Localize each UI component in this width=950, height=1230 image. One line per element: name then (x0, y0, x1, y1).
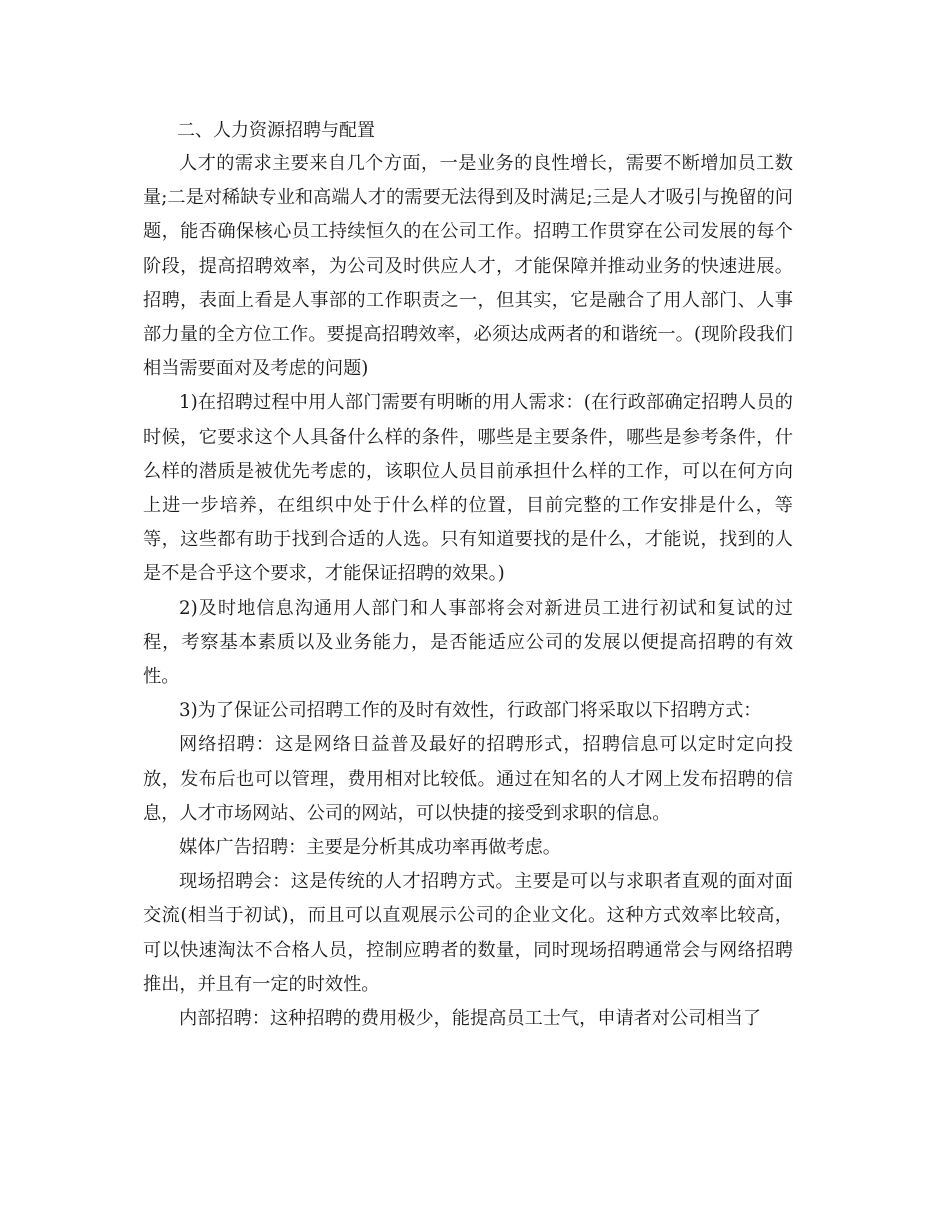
section-heading: 二、人力资源招聘与配置 (177, 120, 375, 141)
paragraph-point-1: 1)在招聘过程中用人部门需要有明晰的用人需求：(在行政部确定招聘人员的时候，它要求这个人具备什么样的条件，哪些是主要条件，哪些是参考条件，什么样的潜质是被优先考虑的，该职位人员目前承担什么样的工作，可以在何方向上进一步培养，在组织中处于什么样的位置，目前完整的工作安排是什么，等等，这些都有助于找到合适的人选。只有知道要找的是什么，才能说，找到的人是不是合乎这个要求，才能保证招聘的效果。) (143, 392, 793, 585)
paragraph-online-recruiting: 网络招聘：这是网络日益普及最好的招聘形式，招聘信息可以定时定向投放，发布后也可以管理，费用相对比较低。通过在知名的人才网上发布招聘的信息，人才市场网站、公司的网站，可以快捷的接受到求职的信息。 (143, 734, 793, 824)
paragraph-job-fair: 现场招聘会：这是传统的人才招聘方式。主要是可以与求职者直观的面对面交流(相当于初试)，而且可以直观展示公司的企业文化。这种方式效率比较高，可以快速淘汰不合格人员，控制应聘者的数量，同时现场招聘通常会与网络招聘推出，并且有一定的时效性。 (143, 871, 793, 995)
paragraph-point-3: 3)为了保证公司招聘工作的及时有效性，行政部门将采取以下招聘方式： (179, 700, 762, 722)
paragraph-media-recruiting: 媒体广告招聘：主要是分析其成功率再做考虑。 (179, 837, 561, 859)
paragraph-point-2: 2)及时地信息沟通用人部门和人事部将会对新进员工进行初试和复试的过程，考察基本素质以及业务能力，是否能适应公司的发展以便提高招聘的有效性。 (143, 597, 793, 688)
paragraph-internal-recruiting: 内部招聘：这种招聘的费用极少，能提高员工士气，申请者对公司相当了 (179, 1008, 762, 1030)
document-body (143, 114, 793, 1036)
paragraph-talent-demand: 人才的需求主要来自几个方面，一是业务的良性增长，需要不断增加员工数量;二是对稀缺专业和高端人才的需要无法得到及时满足;三是人才吸引与挽留的问题，能否确保核心员工持续恒久的在公司工作。招聘工作贯穿在公司发展的每个阶段，提高招聘效率，为公司及时供应人才，才能保障并推动业务的快速进展。招聘，表面上看是人事部的工作职责之一，但其实，它是融合了用人部门、人事部力量的全方位工作。要提高招聘效率，必须达成两者的和谐统一。(现阶段我们相当需要面对及考虑的问题) (143, 153, 793, 380)
